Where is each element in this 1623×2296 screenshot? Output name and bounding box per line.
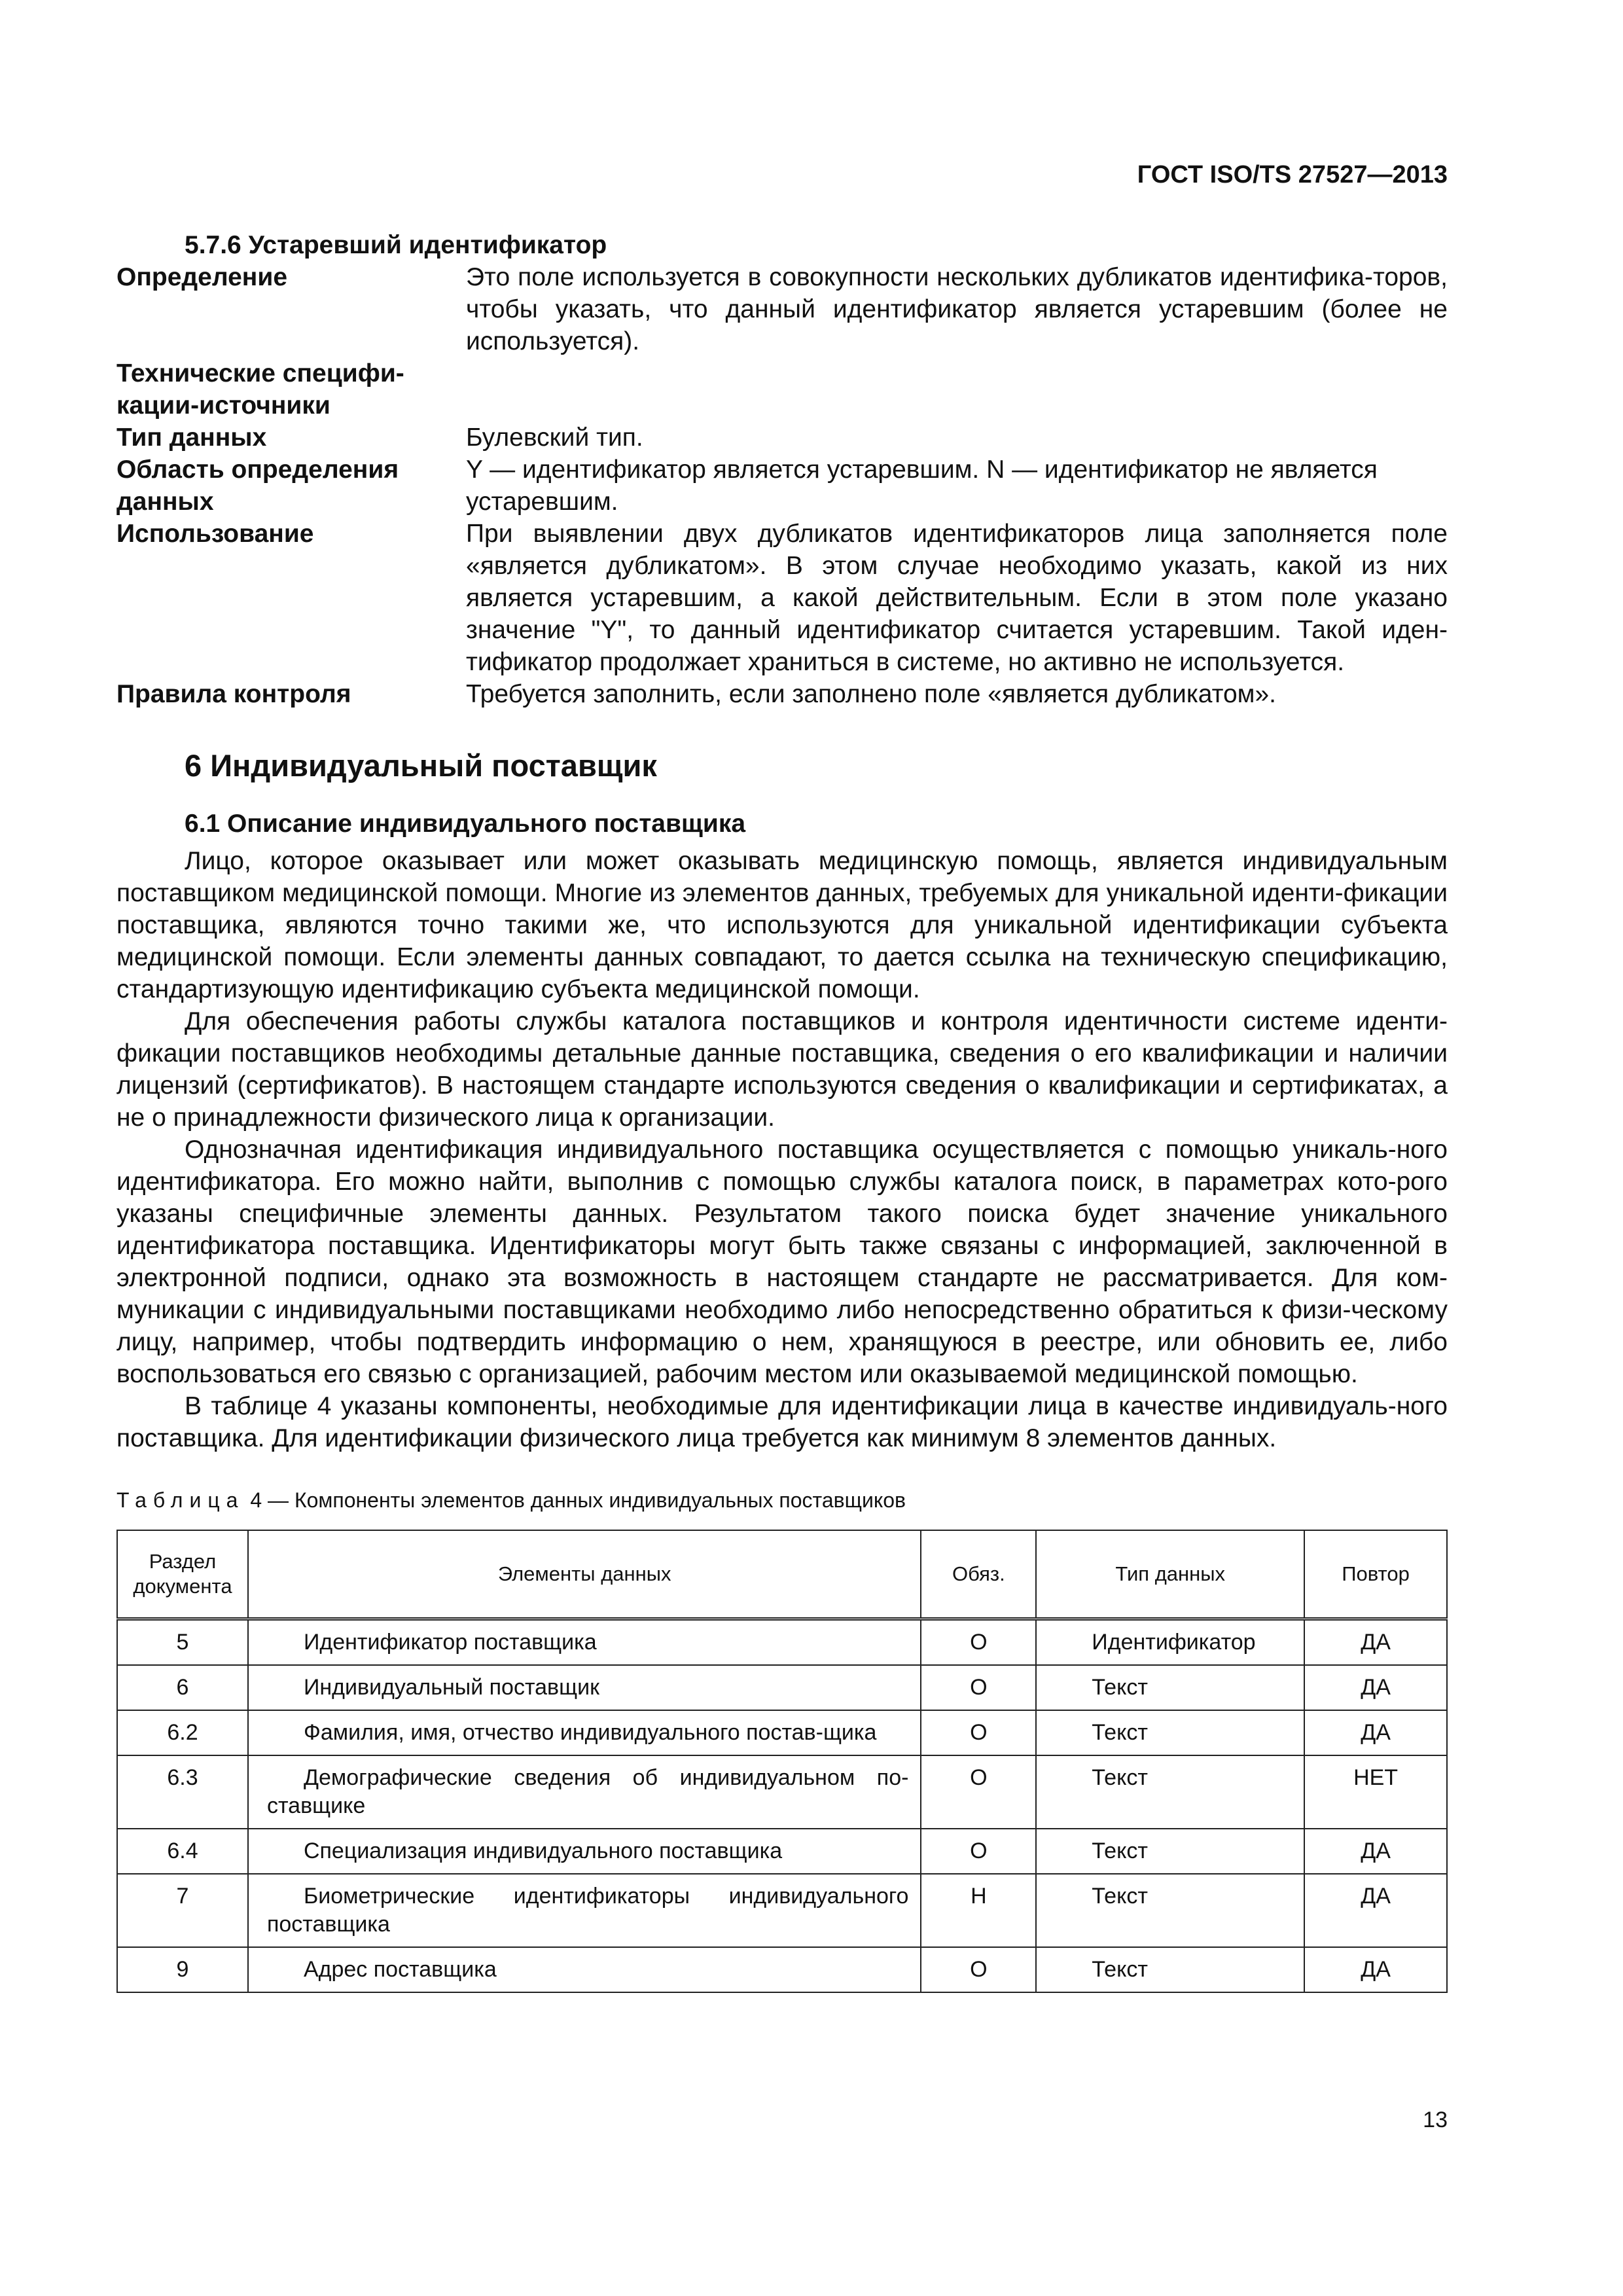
cell-section: 6.4 (117, 1829, 248, 1874)
table-row (117, 1755, 1447, 1829)
cell-type: Текст (1036, 1755, 1304, 1829)
cell-repeat: ДА (1304, 1619, 1447, 1666)
column-header: Обяз. (921, 1530, 1036, 1619)
paragraph: Для обеспечения работы службы каталога поставщиков и контроля идентичности системе иденти-фикации поставщиков необходимы детальные данные поставщика, сведения о его квалификации и наличии лицензий (сертификатов). В настоящем стандарте используются сведения о квалификации и сертификатах, а не о принадлежности физического лица к организации. (116, 1007, 1448, 1132)
data-elements-table (116, 1530, 1448, 1993)
cell-type: Идентификатор (1036, 1619, 1304, 1666)
page-number: 13 (1423, 2108, 1448, 2132)
table-caption-text: 4 — Компоненты элементов данных индивидуальных поставщиков (250, 1488, 906, 1512)
cell-element: Идентификатор поставщика (248, 1619, 921, 1666)
cell-repeat: ДА (1304, 1665, 1447, 1710)
cell-repeat: ДА (1304, 1874, 1447, 1947)
definition-label: Тип данных (116, 423, 267, 452)
definition-label: Использование (116, 520, 314, 548)
definition-value (466, 357, 1448, 422)
paragraph: Однозначная идентификация индивидуального поставщика осуществляется с помощью уникаль-ного идентификатора. Его можно найти, выполнив с помощью службы каталога поиск, в параметрах кото-рого указаны специфичные элементы данных. Результатом такого поиска будет значение уникального идентификатора поставщика. Идентификаторы могут быть также связаны с информацией, заключенной в электронной подписи, однако эта возможность в настоящем стандарте не рассматривается. Для ком-муникации с индивидуальными поставщиками необходимо либо непосредственно обратиться к физи-ческому лицу, например, чтобы подтвердить информацию о нем, хранящуюся в реестре, или обновить ее, либо воспользоваться его связью с организацией, рабочим местом или оказываемой медицинской помощью. (116, 1136, 1448, 1388)
cell-type: Текст (1036, 1947, 1304, 1992)
cell-repeat: ДА (1304, 1947, 1447, 1992)
table-row (117, 1829, 1447, 1874)
cell-required: О (921, 1829, 1036, 1874)
table-header-row (117, 1530, 1447, 1619)
cell-required: Н (921, 1874, 1036, 1947)
cell-section: 6 (117, 1665, 248, 1710)
table-caption-prefix: Таблица (116, 1488, 245, 1512)
definition-row (116, 357, 1448, 422)
definition-value: Требуется заполнить, если заполнено поле «является дубликатом». (466, 680, 1277, 708)
page-content (116, 229, 1448, 1993)
table-caption (116, 1484, 1448, 1516)
cell-element: Специализация индивидуального поставщика (248, 1829, 921, 1874)
cell-required: О (921, 1665, 1036, 1710)
cell-element: Фамилия, имя, отчество индивидуального постав-щика (248, 1710, 921, 1755)
cell-required: О (921, 1755, 1036, 1829)
cell-repeat: НЕТ (1304, 1755, 1447, 1829)
definition-value: Y — идентификатор является устаревшим. N — идентификатор не является устаревшим. (466, 456, 1378, 516)
cell-type: Текст (1036, 1665, 1304, 1710)
cell-repeat: ДА (1304, 1710, 1447, 1755)
definition-row (116, 261, 1448, 357)
cell-section: 7 (117, 1874, 248, 1947)
cell-section: 9 (117, 1947, 248, 1992)
column-header: Раздел документа (117, 1530, 248, 1619)
definition-row (116, 454, 1448, 518)
table-row (117, 1710, 1447, 1755)
cell-required: О (921, 1619, 1036, 1666)
cell-section: 6.3 (117, 1755, 248, 1829)
cell-element: Биометрические идентификаторы индивидуального поставщика (248, 1874, 921, 1947)
definition-label: Технические специфи-кации-источники (116, 359, 404, 420)
cell-type: Текст (1036, 1829, 1304, 1874)
paragraph: Лицо, которое оказывает или может оказывать медицинскую помощь, является индивидуальным поставщиком медицинской помощи. Многие из элементов данных, требуемых для уникальной иденти-фикации поставщика, являются точно такими же, что используются для уникальной идентификации субъекта медицинской помощи. Если элементы данных совпадают, то дается ссылка на техническую спецификацию, стандартизующую идентификацию субъекта медицинской помощи. (116, 847, 1448, 1003)
definition-value: Это поле используется в совокупности нескольких дубликатов идентифика-торов, чтобы указать, что данный идентификатор является устаревшим (более не используется). (466, 263, 1448, 355)
table-row (117, 1874, 1447, 1947)
definition-row (116, 678, 1448, 710)
definition-value: Булевский тип. (466, 423, 643, 452)
cell-type: Текст (1036, 1710, 1304, 1755)
cell-element: Демографические сведения об индивидуальном по-ставщике (248, 1755, 921, 1829)
cell-required: О (921, 1947, 1036, 1992)
definition-list (116, 261, 1448, 710)
column-header: Повтор (1304, 1530, 1447, 1619)
cell-element: Индивидуальный поставщик (248, 1665, 921, 1710)
definition-row (116, 422, 1448, 454)
section-6-1-title: 6.1 Описание индивидуального поставщика (185, 810, 746, 838)
table-row (117, 1619, 1447, 1666)
cell-element: Адрес поставщика (248, 1947, 921, 1992)
cell-required: О (921, 1710, 1036, 1755)
definition-value: При выявлении двух дубликатов идентификаторов лица заполняется поле «является дубликатом». В этом случае необходимо указать, какой из них является устаревшим, а какой действительным. Если в этом поле указано значение "Y", то данный идентификатор считается устаревшим. Такой иден-тификатор продолжает храниться в системе, но активно не используется. (466, 520, 1448, 676)
column-header: Тип данных (1036, 1530, 1304, 1619)
cell-section: 6.2 (117, 1710, 248, 1755)
cell-repeat: ДА (1304, 1829, 1447, 1874)
section-6-title: 6 Индивидуальный поставщик (185, 748, 657, 783)
table-row (117, 1947, 1447, 1992)
column-header: Элементы данных (248, 1530, 921, 1619)
cell-section: 5 (117, 1619, 248, 1666)
definition-label: Определение (116, 263, 288, 291)
definition-label: Область определения данных (116, 456, 399, 516)
table-row (117, 1665, 1447, 1710)
standard-code: ГОСТ ISO/TS 27527—2013 (1137, 161, 1448, 188)
definition-label: Правила контроля (116, 680, 351, 708)
paragraph: В таблице 4 указаны компоненты, необходимые для идентификации лица в качестве индивидуаль-ного поставщика. Для идентификации физического лица требуется как минимум 8 элементов данных. (116, 1392, 1448, 1452)
definition-row (116, 518, 1448, 678)
section-5-7-6-title: 5.7.6 Устаревший идентификатор (185, 231, 607, 259)
cell-type: Текст (1036, 1874, 1304, 1947)
